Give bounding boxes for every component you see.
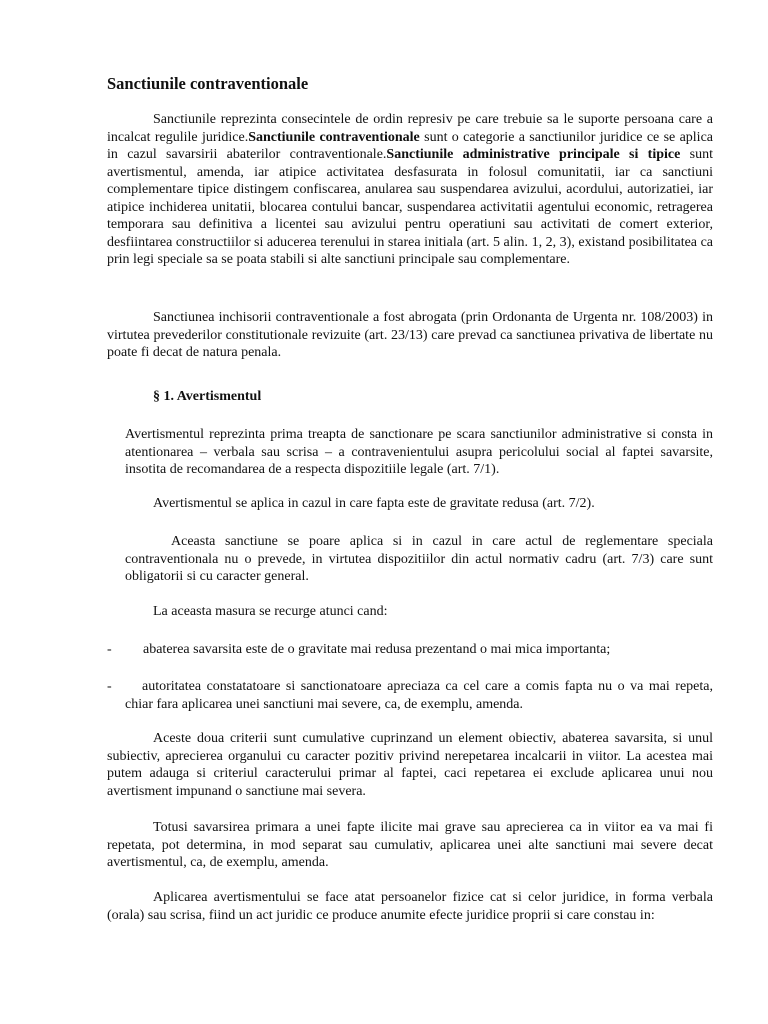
intro-paragraph <box>107 111 713 269</box>
intro-text-3: sunt avertismentul, amenda, iar atipice activitatea desfasurata in folosul comunitatii, iar ca sanctiuni complementare tipice distingem confiscarea, anularea sau suspendarea avizului, acordului, autorizatiei, iar atipice inchiderea unitatii, blocarea contului bancar, suspendarea activitatii agentului economic, retragerea temporara sau definitiva a licentei sau avizului pentru operatiuni sau activitati de comert exterior, desfiintarea constructiilor si aducerea terenului in starea initiala (art. 5 alin. 1, 2, 3), existand posibilitatea ca prin legi speciale sa se poata stabili si alte sanctiuni principale sau complementare. <box>107 147 713 267</box>
section-heading: § 1. Avertismentul <box>153 389 262 404</box>
paragraph-4: Avertismentul se aplica in cazul in care fapta este de gravitate redusa (art. 7/2). <box>153 496 595 511</box>
intro-bold-1: Sanctiunile contraventionale <box>248 129 420 145</box>
paragraph-8: Totusi savarsirea primara a unei fapte ilicite mai grave sau aprecierea ca in viitor ea va mai fi repetata, pot determina, in mod separat sau cumulativ, aplicarea unei alte sanctiuni mai severe decat avertismentul, ca, de exemplu, amenda. <box>107 820 713 870</box>
list-dash: - <box>107 642 112 657</box>
intro-bold-2: Sanctiunile administrative principale si tipice <box>386 147 681 162</box>
intro-text-2: sunt o categorie a sanctiunilor juridice ce se aplica in cazul savarsirii abaterilor contraventionale. <box>107 129 713 162</box>
paragraph-6: La aceasta masura se recurge atunci cand: <box>153 604 388 619</box>
paragraph-5: Aceasta sanctiune se poare aplica si in cazul in care actul de reglementare speciala contraventionala nu o prevede, in virtutea dispozitiilor din actul normativ cadru (art. 7/3) care sunt obligatorii si cu caracter general. <box>125 534 713 584</box>
list-dash: - <box>107 679 112 694</box>
document-title: Sanctiunile contraventionale <box>107 74 309 93</box>
paragraph-2: Sanctiunea inchisorii contraventionale a fost abrogata (prin Ordonanta de Urgenta nr. 108/2003) in virtutea prevederilor constitutionale revizuite (art. 23/13) care prevad ca sanctiunea privativa de libertate nu poate fi decat de natura penala. <box>107 310 713 360</box>
list-item-text: autoritatea constatatoare si sanctionatoare apreciaza ca cel care a comis fapta nu o va mai repeta, chiar fara aplicarea unei sanctiuni mai severe, ca, de exemplu, amenda. <box>125 679 713 712</box>
paragraph-7: Aceste doua criterii sunt cumulative cuprinzand un element obiectiv, abaterea savarsita, si unul subiectiv, aprecierea organului cu caracter pozitiv privind nerepetarea incalcarii in viitor. La acestea mai putem adauga si criteriul caracterului primar al faptei, caci repetarea ei exclude aplicarea unui nou avertisment impunand o sanctiune mai severa. <box>107 731 713 799</box>
intro-text-1: Sanctiunile reprezinta consecintele de ordin represiv pe care trebuie sa le suporte persoana care a incalcat regulile juridice. <box>107 112 713 145</box>
paragraph-3: Avertismentul reprezinta prima treapta de sanctionare pe scara sanctiunilor administrative si consta in atentionarea – verbala sau scrisa – a contravenientului asupra pericolului social al faptei savarsite, insotita de recomandarea de a respecta dispozitiile legale (art. 7/1). <box>125 427 713 477</box>
list-item-text: abaterea savarsita este de o gravitate mai redusa prezentand o mai mica importanta; <box>143 642 611 657</box>
paragraph-9: Aplicarea avertismentului se face atat persoanelor fizice cat si celor juridice, in forma verbala (orala) sau scrisa, fiind un act juridic ce produce anumite efecte juridice proprii si care constau in: <box>107 890 713 923</box>
